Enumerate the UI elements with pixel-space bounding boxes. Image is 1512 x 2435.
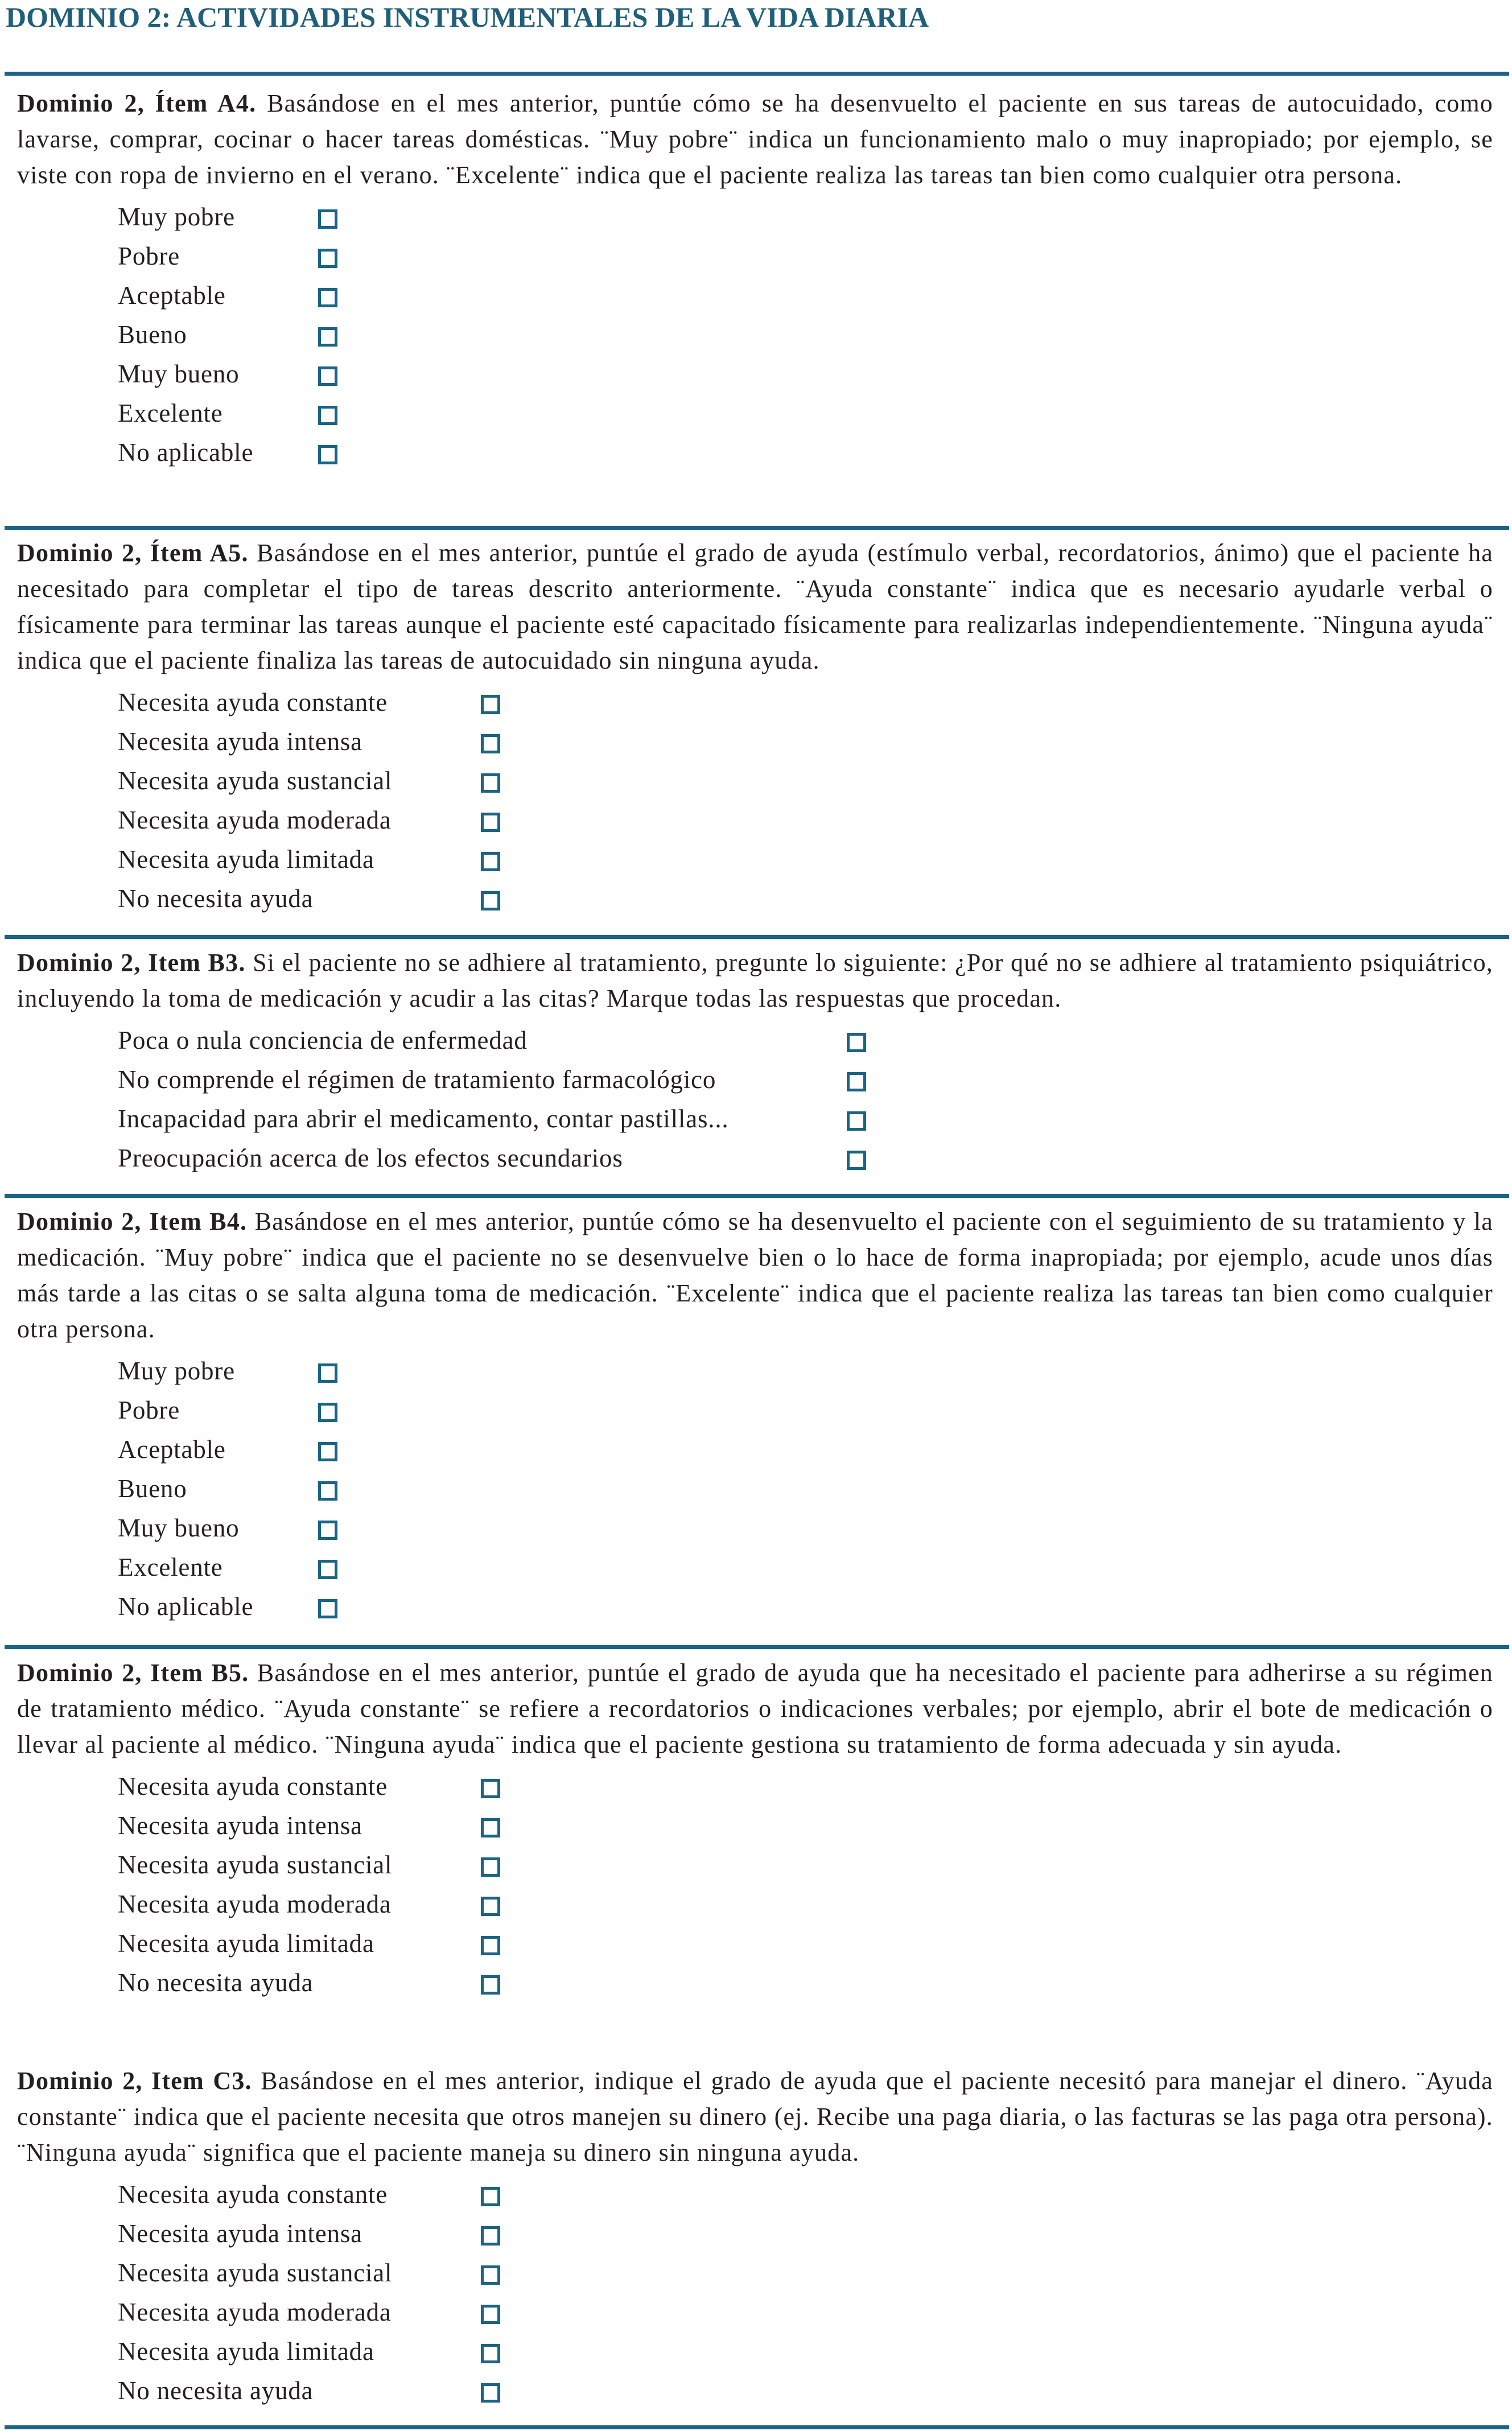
checkbox[interactable] bbox=[481, 1779, 500, 1798]
option-label: Necesita ayuda intensa bbox=[118, 2219, 362, 2248]
option-label: Aceptable bbox=[118, 1435, 226, 1464]
option-label: No aplicable bbox=[118, 1592, 254, 1621]
checkbox[interactable] bbox=[481, 1857, 500, 1877]
question-body: Basándose en el mes anterior, puntúe el grado de ayuda que ha necesitado el paciente para adherirse a su régimen de tratamiento médico. ¨Ayuda constante¨ se refiere a recordatorios o indicaciones verbales; por ejemplo, abrir el bote de medicación o llevar al paciente al médico. ¨Ninguna ayuda¨ indica que el paciente gestiona su tratamiento de forma adecuada y sin ayuda. bbox=[17, 1659, 1494, 1758]
option-label: Necesita ayuda sustancial bbox=[118, 767, 393, 795]
options-list bbox=[17, 1021, 1493, 1178]
checkbox[interactable] bbox=[318, 1481, 337, 1501]
question-text bbox=[17, 2063, 1493, 2170]
option-label: Necesita ayuda moderada bbox=[118, 2298, 392, 2326]
option-label: Muy pobre bbox=[118, 203, 235, 231]
question-heading: Dominio 2, Item B5. bbox=[17, 1659, 249, 1687]
checkbox[interactable] bbox=[481, 2305, 500, 2324]
option-row[interactable] bbox=[17, 276, 1493, 315]
question-item-b3 bbox=[17, 945, 1493, 1178]
option-row[interactable] bbox=[17, 1352, 1493, 1391]
checkbox[interactable] bbox=[481, 2383, 500, 2403]
options-list bbox=[17, 1352, 1493, 1626]
checkbox[interactable] bbox=[481, 852, 500, 871]
option-row[interactable] bbox=[17, 2214, 1493, 2253]
option-label: Excelente bbox=[118, 399, 223, 427]
checkbox[interactable] bbox=[481, 1975, 500, 1995]
checkbox[interactable] bbox=[318, 1442, 337, 1461]
checkbox[interactable] bbox=[318, 1403, 337, 1422]
section-divider bbox=[5, 2425, 1509, 2429]
checkbox[interactable] bbox=[847, 1072, 866, 1091]
checkbox[interactable] bbox=[481, 2265, 500, 2285]
option-row[interactable] bbox=[17, 315, 1493, 355]
options-list bbox=[17, 197, 1493, 472]
question-text bbox=[17, 535, 1493, 678]
question-body: Basándose en el mes anterior, puntúe el grado de ayuda (estímulo verbal, recordatorios, ánimo) que el paciente ha necesitado para completar el tipo de tareas descrito anteriormente. ¨Ayuda constante¨ indica que es necesario ayudarle verbal o físicamente para terminar las tareas aunque el paciente esté capacitado físicamente para realizarlas independientemente. ¨Ninguna ayuda¨ indica que el paciente finaliza las tareas de autocuidado sin ninguna ayuda. bbox=[17, 539, 1494, 674]
option-label: Necesita ayuda moderada bbox=[118, 1890, 392, 1918]
option-row[interactable] bbox=[17, 1806, 1493, 1845]
option-label: No necesita ayuda bbox=[118, 1968, 314, 1997]
question-item-c3 bbox=[17, 2063, 1493, 2411]
option-row[interactable] bbox=[17, 761, 1493, 801]
checkbox[interactable] bbox=[481, 891, 500, 910]
option-label: Necesita ayuda limitada bbox=[118, 1929, 374, 1958]
checkbox[interactable] bbox=[318, 1521, 337, 1540]
option-row[interactable] bbox=[17, 801, 1493, 840]
question-body: Basándose en el mes anterior, puntúe cómo se ha desenvuelto el paciente con el seguimiento de su tratamiento y la medicación. ¨Muy pobre¨ indica que el paciente no se desenvuelve bien o lo hace de forma inapropiada; por ejemplo, acude unos días más tarde a las citas o se salta alguna toma de medicación. ¨Excelente¨ indica que el paciente realiza las tareas tan bien como cualquier otra persona. bbox=[17, 1208, 1494, 1343]
option-row[interactable] bbox=[17, 1845, 1493, 1885]
option-label: Bueno bbox=[118, 320, 187, 349]
option-row[interactable] bbox=[17, 722, 1493, 761]
question-heading: Dominio 2, Item B4. bbox=[17, 1208, 248, 1235]
checkbox[interactable] bbox=[847, 1151, 866, 1170]
question-heading: Dominio 2, Ítem A4. bbox=[17, 89, 257, 117]
section-divider bbox=[5, 935, 1509, 939]
option-label: Pobre bbox=[118, 242, 180, 270]
option-row[interactable] bbox=[17, 2175, 1493, 2214]
checkbox[interactable] bbox=[318, 406, 337, 425]
checkbox[interactable] bbox=[481, 813, 500, 832]
option-row[interactable] bbox=[17, 2253, 1493, 2293]
option-label: Incapacidad para abrir el medicamento, contar pastillas... bbox=[118, 1105, 729, 1133]
option-row[interactable] bbox=[17, 1469, 1493, 1509]
checkbox[interactable] bbox=[318, 1599, 337, 1618]
option-row[interactable] bbox=[17, 355, 1493, 394]
checkbox[interactable] bbox=[318, 209, 337, 229]
checkbox[interactable] bbox=[318, 327, 337, 347]
option-label: Pobre bbox=[118, 1396, 180, 1424]
option-row[interactable] bbox=[17, 840, 1493, 879]
option-label: Muy pobre bbox=[118, 1357, 235, 1385]
option-label: Muy bueno bbox=[118, 1514, 240, 1542]
option-label: Excelente bbox=[118, 1553, 223, 1581]
checkbox[interactable] bbox=[318, 366, 337, 386]
option-label: Bueno bbox=[118, 1474, 187, 1503]
section-divider bbox=[5, 72, 1509, 76]
option-row[interactable] bbox=[17, 1139, 1493, 1178]
checkbox[interactable] bbox=[481, 695, 500, 714]
options-list bbox=[17, 1767, 1493, 2003]
option-row[interactable] bbox=[17, 394, 1493, 433]
question-text bbox=[17, 1204, 1493, 1347]
option-label: No necesita ayuda bbox=[118, 884, 314, 913]
option-row[interactable] bbox=[17, 1885, 1493, 1924]
checkbox[interactable] bbox=[481, 2187, 500, 2206]
option-row[interactable] bbox=[17, 2332, 1493, 2371]
option-label: Necesita ayuda constante bbox=[118, 2180, 388, 2209]
option-row[interactable] bbox=[17, 1509, 1493, 1548]
question-body: Si el paciente no se adhiere al tratamiento, pregunte lo siguiente: ¿Por qué no se adhiere al tratamiento psiquiátrico, incluyendo la toma de medicación y acudir a las citas? Marque todas las respuestas que procedan. bbox=[17, 949, 1493, 1012]
question-item-b4 bbox=[17, 1204, 1493, 1626]
question-body: Basándose en el mes anterior, puntúe cómo se ha desenvuelto el paciente en sus tareas de autocuidado, como lavarse, comprar, cocinar o hacer tareas domésticas. ¨Muy pobre¨ indica un funcionamiento malo o muy inapropiado; por ejemplo, se viste con ropa de invierno en el verano. ¨Excelente¨ indica que el paciente realiza las tareas tan bien como cualquier otra persona. bbox=[17, 89, 1494, 189]
question-text bbox=[17, 945, 1493, 1016]
section-divider bbox=[5, 526, 1509, 530]
option-label: No necesita ayuda bbox=[118, 2376, 314, 2405]
question-body: Basándose en el mes anterior, indique el grado de ayuda que el paciente necesitó para manejar el dinero. ¨Ayuda constante¨ indica que el paciente necesita que otros manejen su dinero (ej. Recibe una paga diaria, o las facturas se las paga otra persona). ¨Ninguna ayuda¨ significa que el paciente maneja su dinero sin ninguna ayuda. bbox=[17, 2067, 1493, 2166]
option-row[interactable] bbox=[17, 1767, 1493, 1806]
option-row[interactable] bbox=[17, 1587, 1493, 1626]
option-label: Necesita ayuda limitada bbox=[118, 845, 374, 874]
option-row[interactable] bbox=[17, 1099, 1493, 1139]
option-label: Preocupación acerca de los efectos secundarios bbox=[118, 1144, 623, 1172]
checkbox[interactable] bbox=[318, 288, 337, 307]
option-row[interactable] bbox=[17, 1963, 1493, 2003]
question-heading: Dominio 2, Item C3. bbox=[17, 2067, 252, 2095]
option-label: Necesita ayuda limitada bbox=[118, 2337, 374, 2366]
option-label: Necesita ayuda intensa bbox=[118, 727, 362, 756]
section-divider bbox=[5, 1194, 1509, 1198]
checkbox[interactable] bbox=[318, 249, 337, 268]
question-text bbox=[17, 1655, 1493, 1762]
option-label: Aceptable bbox=[118, 281, 226, 310]
question-heading: Dominio 2, Item B3. bbox=[17, 949, 246, 977]
option-row[interactable] bbox=[17, 683, 1493, 722]
option-row[interactable] bbox=[17, 1430, 1493, 1469]
option-label: Necesita ayuda moderada bbox=[118, 806, 392, 834]
checkbox[interactable] bbox=[481, 1897, 500, 1916]
checkbox[interactable] bbox=[847, 1111, 866, 1131]
option-label: Muy bueno bbox=[118, 360, 240, 388]
option-label: Poca o nula conciencia de enfermedad bbox=[118, 1026, 528, 1054]
option-row[interactable] bbox=[17, 879, 1493, 918]
option-row[interactable] bbox=[17, 1548, 1493, 1587]
option-row[interactable] bbox=[17, 1924, 1493, 1963]
question-text bbox=[17, 85, 1493, 193]
option-label: No comprende el régimen de tratamiento farmacológico bbox=[118, 1065, 716, 1094]
option-label: Necesita ayuda sustancial bbox=[118, 2259, 393, 2287]
checkbox[interactable] bbox=[481, 734, 500, 753]
option-label: Necesita ayuda sustancial bbox=[118, 1851, 393, 1879]
option-label: Necesita ayuda constante bbox=[118, 688, 388, 716]
question-item-a5 bbox=[17, 535, 1493, 918]
checkbox[interactable] bbox=[481, 2344, 500, 2363]
option-label: No aplicable bbox=[118, 438, 254, 467]
option-row[interactable] bbox=[17, 2371, 1493, 2411]
option-row[interactable] bbox=[17, 2293, 1493, 2332]
options-list bbox=[17, 683, 1493, 918]
section-divider bbox=[5, 1645, 1509, 1649]
option-label: Necesita ayuda constante bbox=[118, 1772, 388, 1801]
checkbox[interactable] bbox=[481, 1818, 500, 1837]
option-row[interactable] bbox=[17, 1060, 1493, 1099]
checkbox[interactable] bbox=[481, 773, 500, 793]
checkbox[interactable] bbox=[318, 1560, 337, 1579]
question-item-b5 bbox=[17, 1655, 1493, 2003]
checkbox[interactable] bbox=[318, 1363, 337, 1383]
checkbox[interactable] bbox=[847, 1033, 866, 1052]
option-row[interactable] bbox=[17, 1021, 1493, 1060]
checkbox[interactable] bbox=[318, 445, 337, 464]
checkbox[interactable] bbox=[481, 2226, 500, 2246]
option-row[interactable] bbox=[17, 1391, 1493, 1430]
question-heading: Dominio 2, Ítem A5. bbox=[17, 539, 249, 567]
question-item-a4 bbox=[17, 85, 1493, 472]
option-row[interactable] bbox=[17, 197, 1493, 237]
option-row[interactable] bbox=[17, 433, 1493, 472]
option-label: Necesita ayuda intensa bbox=[118, 1811, 362, 1840]
option-row[interactable] bbox=[17, 237, 1493, 276]
page-title: DOMINIO 2: ACTIVIDADES INSTRUMENTALES DE LA VIDA DIARIA bbox=[6, 1, 929, 33]
options-list bbox=[17, 2175, 1493, 2411]
checkbox[interactable] bbox=[481, 1936, 500, 1955]
